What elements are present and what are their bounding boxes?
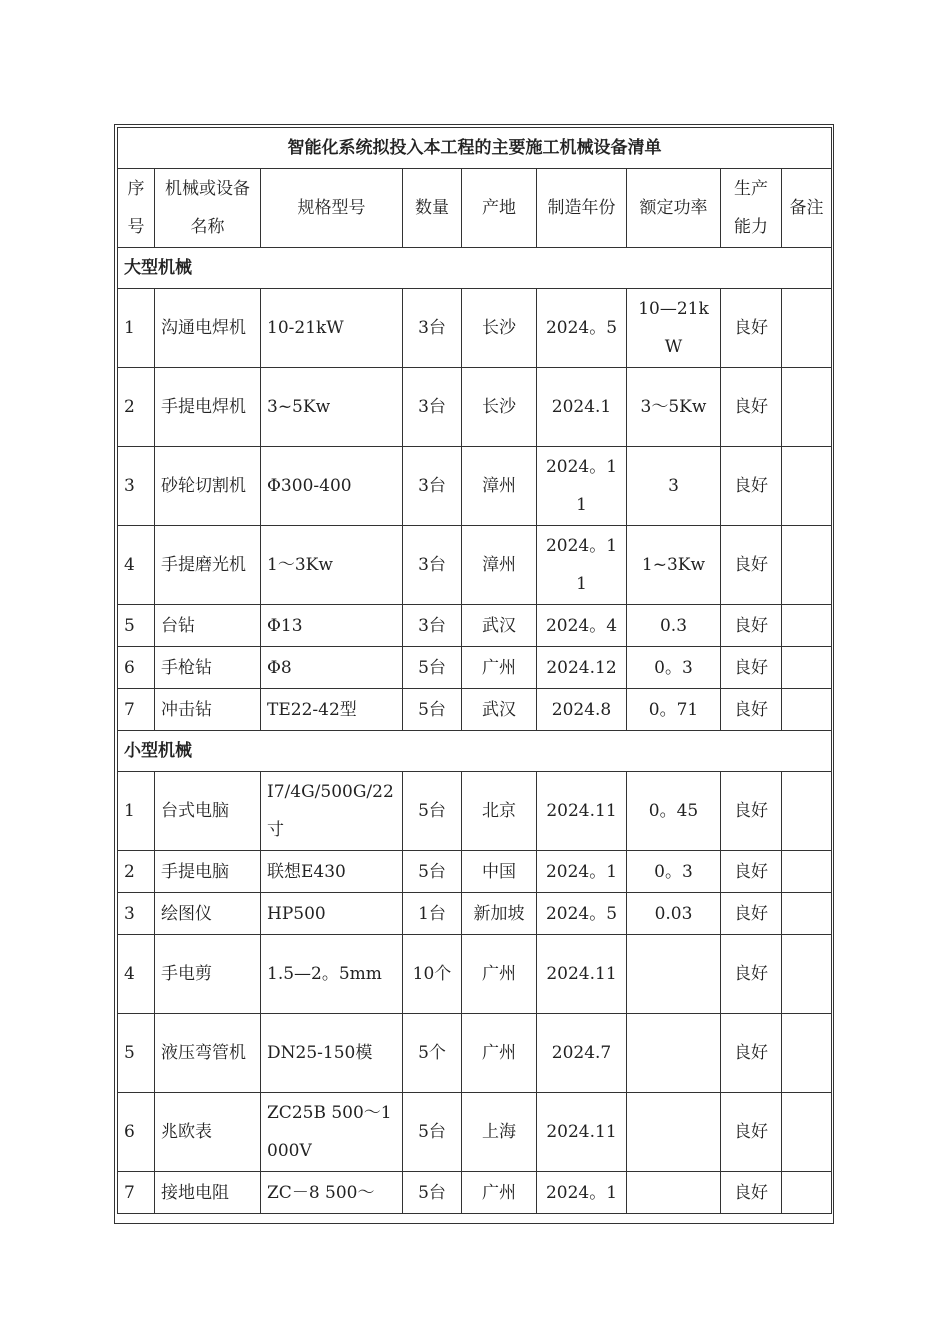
row-spec-cell: 1～3Kw [261,526,403,605]
row-note-cell [782,447,832,526]
row-origin-cell: 北京 [462,772,537,851]
row-qty-cell: 10个 [403,935,462,1014]
row-note-cell [782,935,832,1014]
row-year-cell: 2024。11 [537,526,627,605]
row-power-cell: 10—21kW [627,289,721,368]
table-row [118,772,832,851]
row-spec-cell: HP500 [261,893,403,935]
row-name-cell: 接地电阻 [155,1172,261,1214]
row-note-cell [782,526,832,605]
row-origin-cell: 长沙 [462,289,537,368]
row-capacity-cell: 良好 [721,447,782,526]
row-no-cell: 3 [118,447,155,526]
row-qty-cell: 3台 [403,447,462,526]
row-capacity-cell: 良好 [721,368,782,447]
row-note-cell [782,1014,832,1093]
row-qty-cell: 5个 [403,1014,462,1093]
row-power-cell: 0。3 [627,851,721,893]
row-power-cell [627,1172,721,1214]
row-name-cell: 绘图仪 [155,893,261,935]
row-year-cell: 2024.1 [537,368,627,447]
row-note-cell [782,289,832,368]
row-spec-cell: Φ300-400 [261,447,403,526]
row-year-cell: 2024。5 [537,893,627,935]
row-no-cell: 6 [118,1093,155,1172]
row-qty-cell: 5台 [403,851,462,893]
row-no-cell: 2 [118,851,155,893]
row-origin-cell: 长沙 [462,368,537,447]
row-name-cell: 手枪钻 [155,647,261,689]
header-row [118,169,832,248]
row-origin-cell: 广州 [462,1172,537,1214]
table-title: 智能化系统拟投入本工程的主要施工机械设备清单 [118,128,832,169]
row-spec-cell: 联想E430 [261,851,403,893]
row-name-cell: 台式电脑 [155,772,261,851]
row-origin-cell: 新加坡 [462,893,537,935]
row-no-cell: 7 [118,1172,155,1214]
row-capacity-cell: 良好 [721,772,782,851]
row-note-cell [782,893,832,935]
row-qty-cell: 3台 [403,526,462,605]
row-spec-cell: 10-21kW [261,289,403,368]
header-spec: 规格型号 [261,169,403,248]
row-power-cell: 0。71 [627,689,721,731]
header-origin: 产地 [462,169,537,248]
row-power-cell [627,1093,721,1172]
row-no-cell: 3 [118,893,155,935]
row-spec-cell: Φ8 [261,647,403,689]
row-no-cell: 5 [118,605,155,647]
row-no-cell: 7 [118,689,155,731]
row-qty-cell: 5台 [403,647,462,689]
row-capacity-cell: 良好 [721,935,782,1014]
row-year-cell: 2024.11 [537,935,627,1014]
row-year-cell: 2024。11 [537,447,627,526]
row-power-cell: 3～5Kw [627,368,721,447]
table-row [118,647,832,689]
row-qty-cell: 1台 [403,893,462,935]
row-capacity-cell: 良好 [721,893,782,935]
header-year: 制造年份 [537,169,627,248]
row-spec-cell: I7/4G/500G/22寸 [261,772,403,851]
row-no-cell: 1 [118,772,155,851]
row-year-cell: 2024.7 [537,1014,627,1093]
row-capacity-cell: 良好 [721,526,782,605]
row-qty-cell: 5台 [403,1172,462,1214]
row-year-cell: 2024.8 [537,689,627,731]
row-year-cell: 2024。1 [537,1172,627,1214]
row-power-cell: 3 [627,447,721,526]
row-note-cell [782,1093,832,1172]
row-name-cell: 沟通电焊机 [155,289,261,368]
section-title: 大型机械 [118,248,832,289]
row-origin-cell: 漳州 [462,526,537,605]
row-note-cell [782,1172,832,1214]
row-qty-cell: 5台 [403,1093,462,1172]
row-name-cell: 手提电脑 [155,851,261,893]
row-spec-cell: 3~5Kw [261,368,403,447]
row-spec-cell: 1.5—2。5mm [261,935,403,1014]
row-spec-cell: TE22-42型 [261,689,403,731]
table-row [118,1014,832,1093]
row-power-cell [627,935,721,1014]
row-power-cell: 0。45 [627,772,721,851]
row-capacity-cell: 良好 [721,689,782,731]
row-name-cell: 兆欧表 [155,1093,261,1172]
row-note-cell [782,647,832,689]
row-name-cell: 台钻 [155,605,261,647]
row-year-cell: 2024.12 [537,647,627,689]
table-row [118,526,832,605]
table-row [118,689,832,731]
row-origin-cell: 中国 [462,851,537,893]
row-origin-cell: 广州 [462,647,537,689]
row-capacity-cell: 良好 [721,1093,782,1172]
row-power-cell: 0.03 [627,893,721,935]
row-capacity-cell: 良好 [721,647,782,689]
row-year-cell: 2024.11 [537,1093,627,1172]
header-no: 序号 [118,169,155,248]
row-year-cell: 2024。1 [537,851,627,893]
header-name: 机械或设备名称 [155,169,261,248]
row-name-cell: 砂轮切割机 [155,447,261,526]
row-capacity-cell: 良好 [721,605,782,647]
row-year-cell: 2024。4 [537,605,627,647]
section-title: 小型机械 [118,731,832,772]
row-qty-cell: 5台 [403,772,462,851]
row-origin-cell: 广州 [462,1014,537,1093]
table-row [118,605,832,647]
row-qty-cell: 3台 [403,368,462,447]
row-name-cell: 液压弯管机 [155,1014,261,1093]
row-year-cell: 2024。5 [537,289,627,368]
table-row [118,935,832,1014]
row-power-cell: 1~3Kw [627,526,721,605]
row-origin-cell: 广州 [462,935,537,1014]
section-row [118,248,832,289]
table-row [118,447,832,526]
equipment-table [117,127,832,1214]
document-frame [114,124,834,1224]
row-qty-cell: 3台 [403,605,462,647]
row-power-cell: 0。3 [627,647,721,689]
table-row [118,1172,832,1214]
row-origin-cell: 武汉 [462,605,537,647]
row-no-cell: 6 [118,647,155,689]
row-name-cell: 手电剪 [155,935,261,1014]
row-note-cell [782,851,832,893]
row-note-cell [782,368,832,447]
row-name-cell: 手提电焊机 [155,368,261,447]
table-row [118,1093,832,1172]
row-note-cell [782,605,832,647]
row-no-cell: 4 [118,935,155,1014]
row-spec-cell: Φ13 [261,605,403,647]
row-no-cell: 1 [118,289,155,368]
header-note: 备注 [782,169,832,248]
row-no-cell: 2 [118,368,155,447]
row-origin-cell: 上海 [462,1093,537,1172]
row-qty-cell: 5台 [403,689,462,731]
row-spec-cell: ZC－8 500～ [261,1172,403,1214]
row-capacity-cell: 良好 [721,289,782,368]
row-no-cell: 4 [118,526,155,605]
row-year-cell: 2024.11 [537,772,627,851]
header-power: 额定功率 [627,169,721,248]
header-capacity: 生产能力 [721,169,782,248]
row-power-cell: 0.3 [627,605,721,647]
row-capacity-cell: 良好 [721,851,782,893]
row-name-cell: 手提磨光机 [155,526,261,605]
row-origin-cell: 武汉 [462,689,537,731]
row-qty-cell: 3台 [403,289,462,368]
row-spec-cell: DN25-150模 [261,1014,403,1093]
table-row [118,368,832,447]
row-name-cell: 冲击钻 [155,689,261,731]
row-capacity-cell: 良好 [721,1172,782,1214]
table-row [118,851,832,893]
row-note-cell [782,689,832,731]
row-power-cell [627,1014,721,1093]
section-row [118,731,832,772]
table-row [118,893,832,935]
row-spec-cell: ZC25B 500～1000V [261,1093,403,1172]
row-origin-cell: 漳州 [462,447,537,526]
header-qty: 数量 [403,169,462,248]
table-row [118,289,832,368]
row-no-cell: 5 [118,1014,155,1093]
row-note-cell [782,772,832,851]
row-capacity-cell: 良好 [721,1014,782,1093]
